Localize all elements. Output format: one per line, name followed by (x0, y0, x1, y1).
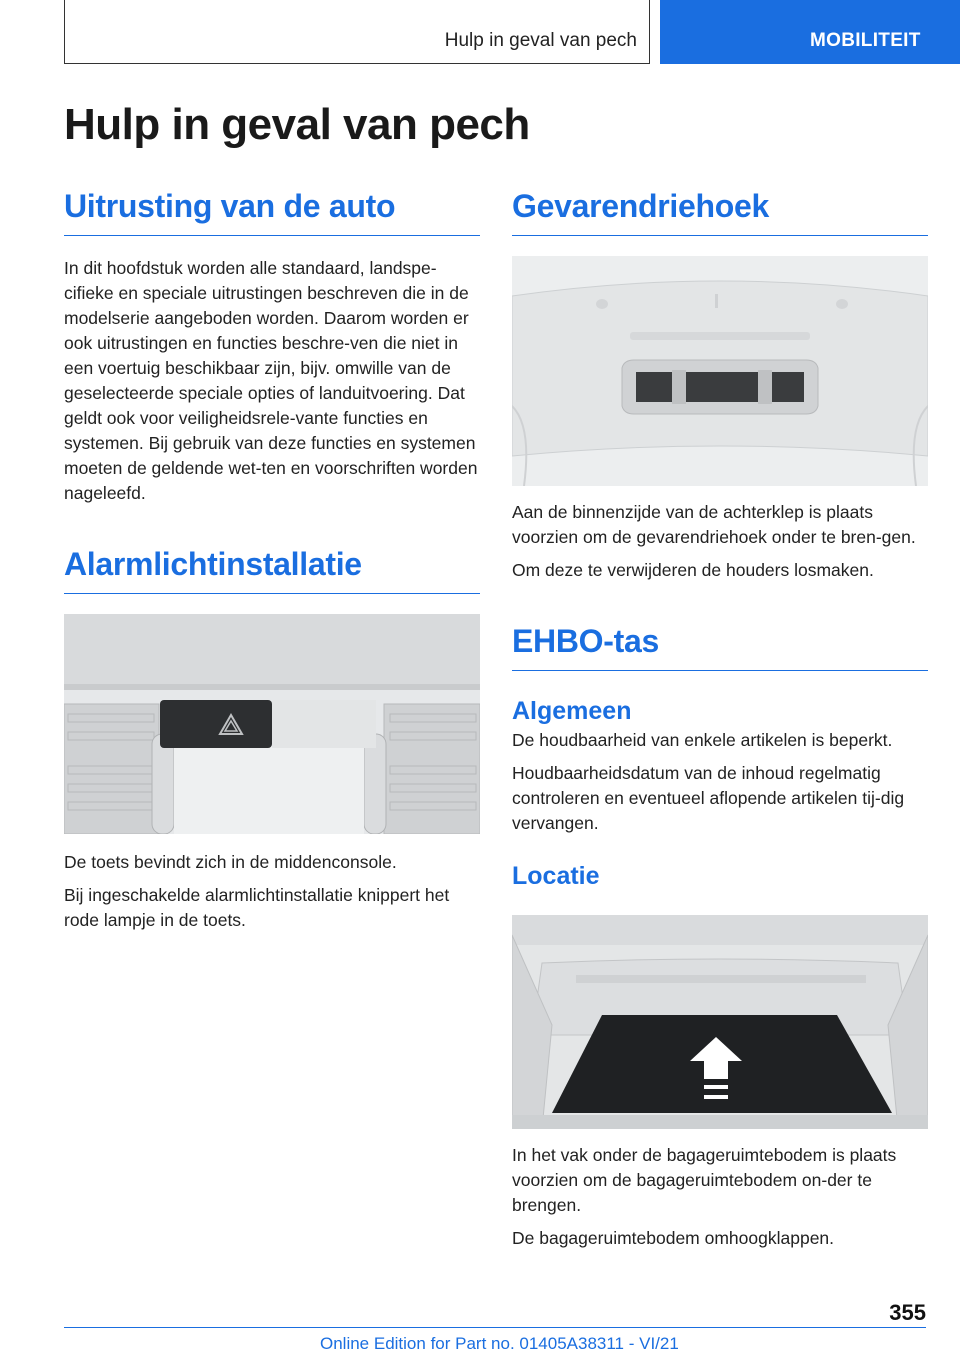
text-gevarendriehoek-2: Om deze te verwijderen de houders losmaken. (512, 560, 874, 580)
text-alarmlicht-1: De toets bevindt zich in de middenconsole. (64, 852, 397, 872)
hazard-button-image (64, 614, 480, 834)
header-chapter-label: MOBILITEIT (810, 30, 921, 51)
text-algemeen-2: Houdbaarheidsdatum van de inhoud regelmatig controleren en eventueel aflopende artikelen tij-dig vervangen. (512, 763, 905, 833)
right-column (512, 188, 928, 1251)
warning-triangle-image (512, 256, 928, 486)
page-number: 355 (889, 1300, 926, 1325)
header-chapter-tab (660, 0, 960, 64)
header-section-box (64, 0, 650, 64)
text-algemeen-1: De houdbaarheid van enkele artikelen is beperkt. (512, 730, 893, 750)
subheading-locatie: Locatie (512, 862, 600, 890)
heading-gevarendriehoek: Gevarendriehoek (512, 188, 928, 236)
text-gevarendriehoek-1: Aan de binnenzijde van de achterklep is plaats voorzien om de gevarendriehoek onder te bren-gen. (512, 502, 916, 547)
text-locatie-2: De bagageruimtebodem omhoogklappen. (512, 1228, 835, 1248)
footer-divider (64, 1327, 926, 1328)
heading-alarmlicht: Alarmlichtinstallatie (64, 546, 480, 594)
text-locatie-1: In het vak onder de bagageruimtebodem is plaats voorzien om de bagageruimtebodem on-der te brengen. (512, 1145, 897, 1215)
text-alarmlicht-2: Bij ingeschakelde alarmlichtinstallatie knippert het rode lampje in de toets. (64, 885, 450, 930)
heading-ehbo-tas: EHBO-tas (512, 623, 928, 671)
left-column (64, 188, 480, 933)
trunk-floor-image (512, 915, 928, 1129)
page-title: Hulp in geval van pech (64, 100, 530, 149)
text-uitrusting: In dit hoofdstuk worden alle standaard, landspe-cifieke en speciale uitrustingen beschreven die in de modelserie aangeboden worden. Daarom worden er ook uitrustingen en functies beschre-ven die niet in een voertuig beschikbaar zijn, bijv. omwille van de geselecteerde speciale opties of landuitvoering. Dat geldt ook voor veiligheidsrele-vante functies en systemen. Bij gebruik van deze functies en systemen moeten de geldende wet-ten en voorschriften worden nageleefd. (64, 258, 478, 503)
subheading-algemeen: Algemeen (512, 697, 632, 725)
footer-edition-text: Online Edition for Part no. 01405A38311 - VI/21 (320, 1334, 679, 1353)
heading-uitrusting: Uitrusting van de auto (64, 188, 480, 236)
header-section-title: Hulp in geval van pech (444, 30, 637, 51)
